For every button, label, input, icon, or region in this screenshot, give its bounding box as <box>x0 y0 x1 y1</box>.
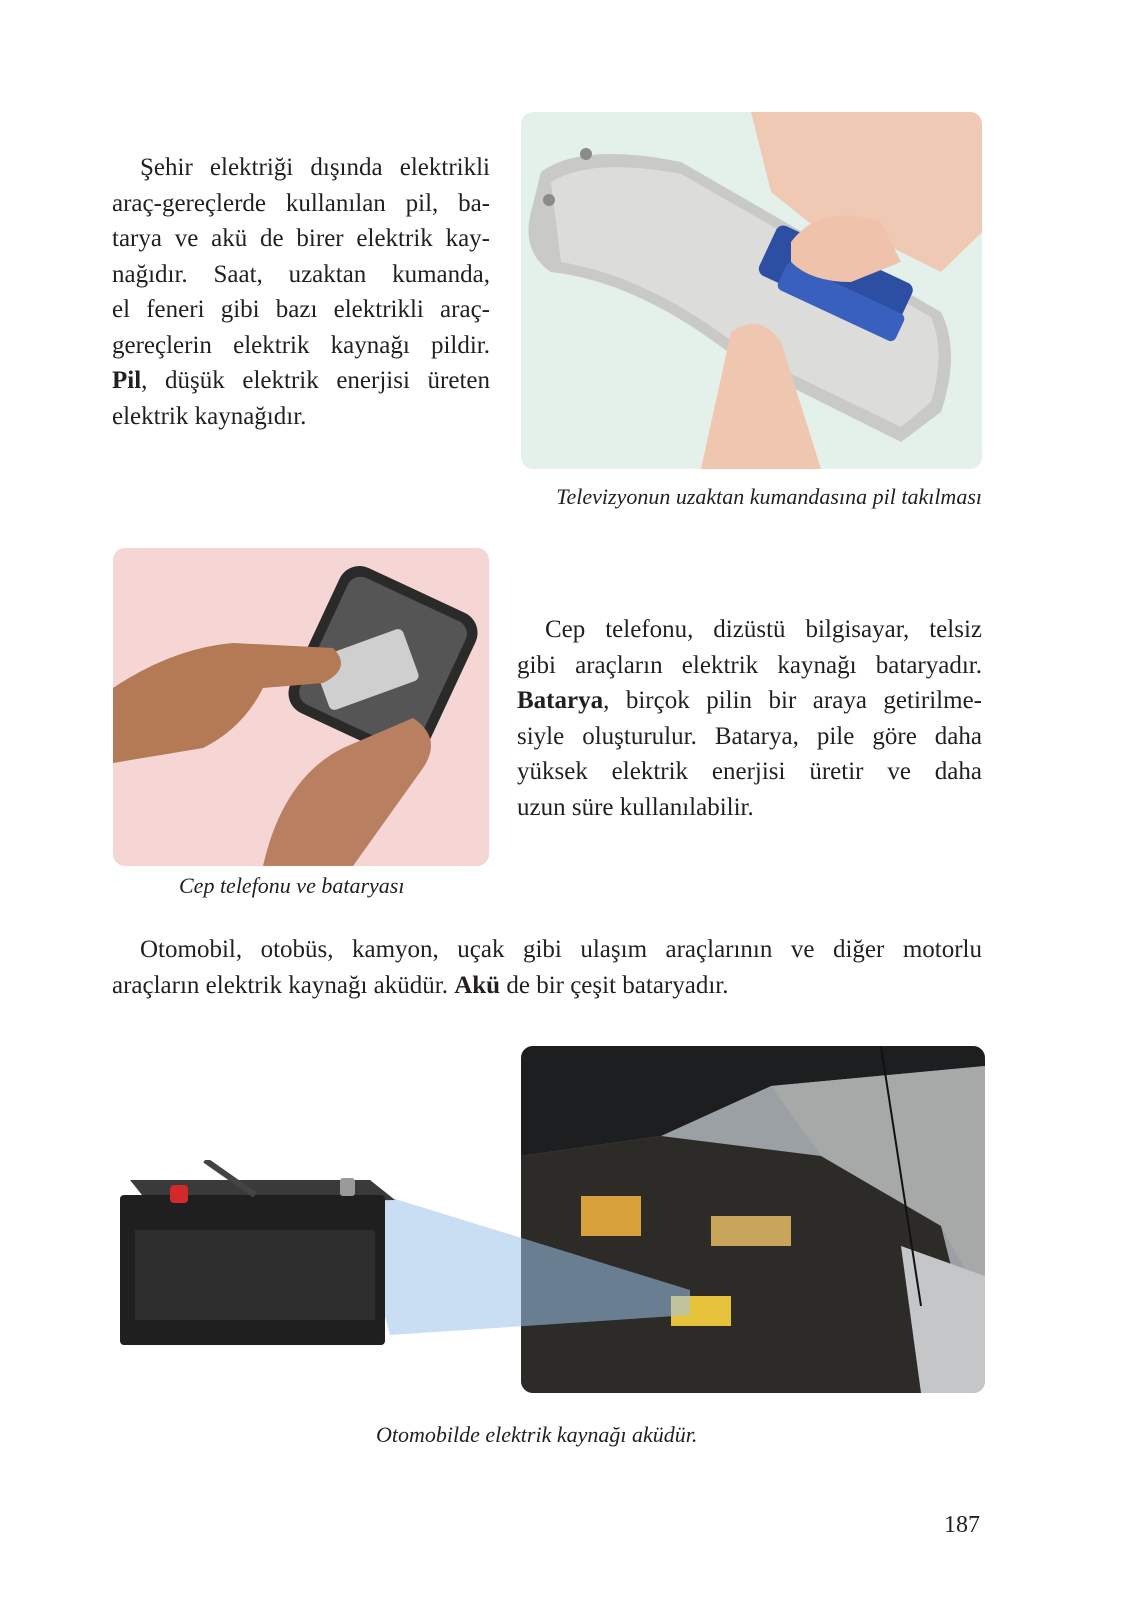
text-line: uzun süre kullanılabilir. <box>517 793 754 821</box>
text-line: el feneri gibi bazı elektrikli araç- <box>112 296 490 323</box>
text-span: araçların elektrik kaynağı aküdür. <box>112 971 455 999</box>
bold-term-aku: Akü <box>454 971 501 999</box>
text-line: Şehir elektriği dışında elektrikli <box>140 154 490 181</box>
text-line: gibi araçların elektrik kaynağı bataryadır. <box>517 651 982 679</box>
bold-term-batarya: Batarya <box>517 687 604 714</box>
text-line: Cep telefonu, dizüstü bilgisayar, telsiz <box>545 616 982 643</box>
figure3-caption: Otomobilde elektrik kaynağı aküdür. <box>376 1422 698 1447</box>
bold-term-pil: Pil <box>112 367 142 394</box>
text-line: yüksek elektrik enerjisi üretir ve daha <box>517 758 982 785</box>
text-line: nağıdır. Saat, uzaktan kumanda, <box>112 260 490 288</box>
text-span: , düşük elektrik enerjisi üreten <box>141 367 490 394</box>
figure1-caption: Televizyonun uzaktan kumandasına pil takılması <box>556 484 982 509</box>
figure2-caption: Cep telefonu ve bataryası <box>179 873 405 898</box>
text-span: , birçok pilin bir araya getirilme- <box>603 687 982 714</box>
text-line: Otomobil, otobüs, kamyon, uçak gibi ulaşım araçlarının ve diğer motorlu <box>140 936 982 963</box>
car-battery-photo <box>115 1160 395 1350</box>
page-number: 187 <box>944 1512 980 1538</box>
text-line: araç-gereçlerde kullanılan pil, ba- <box>112 189 490 217</box>
text-span: de bir çeşit bataryadır. <box>500 971 729 999</box>
text-line: gereçlerin elektrik kaynağı pildir. <box>112 331 490 359</box>
text-line: siyle oluşturulur. Batarya, pile göre daha <box>517 722 982 750</box>
text-line: tarya ve akü de birer elektrik kay- <box>112 225 490 252</box>
text-line: elektrik kaynağıdır. <box>112 402 307 430</box>
